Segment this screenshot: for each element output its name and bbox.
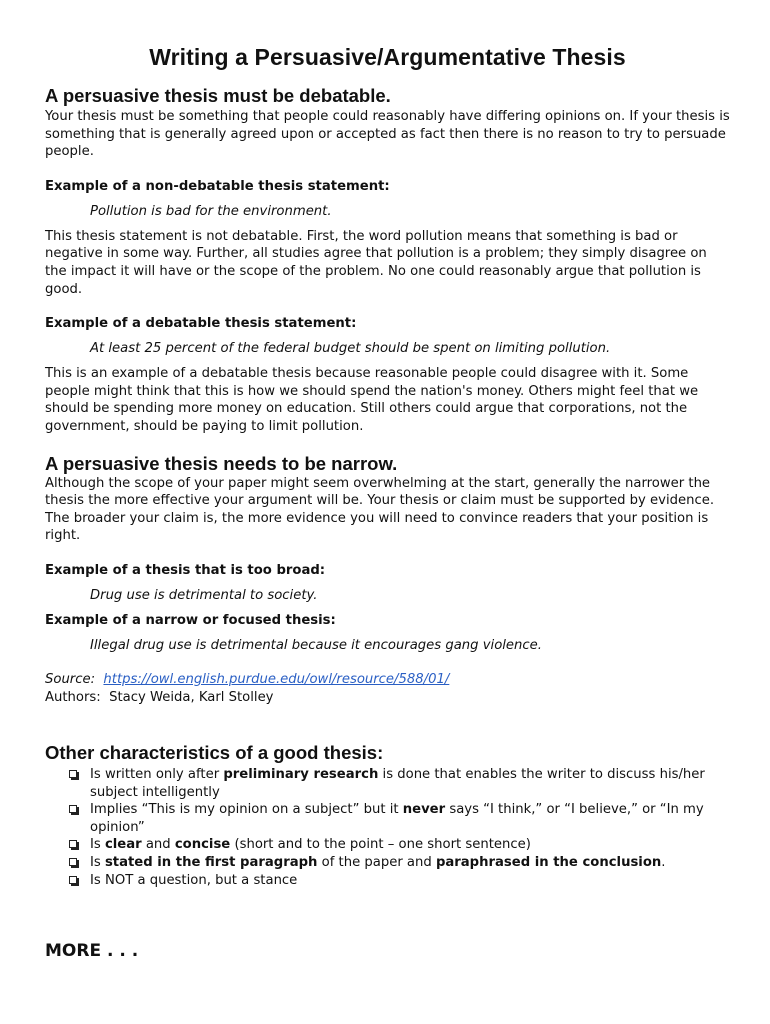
checkbox-bullet-icon	[69, 858, 77, 866]
bullet-text: .	[661, 855, 666, 871]
explanation-non-debatable: This thesis statement is not debatable. First, the word pollution means that something is bad or negative in some way. Further, all studies agree that pollution is a problem; they simply disagree on the impact it will have or the scope of the problem. No one could reasonably argue that pollution is good.	[45, 228, 707, 297]
example-text-narrow: Illegal drug use is detrimental because it encourages gang violence.	[90, 637, 542, 653]
example-label-debatable: Example of a debatable thesis statement:	[45, 316, 357, 332]
checkbox-bullet-icon	[69, 770, 77, 778]
section-heading-narrow: A persuasive thesis needs to be narrow.	[45, 452, 398, 474]
list-item	[45, 766, 730, 801]
example-text-broad: Drug use is detrimental to society.	[90, 587, 318, 603]
characteristics-list	[45, 766, 730, 889]
authors-line	[45, 689, 730, 707]
list-item	[45, 854, 730, 872]
bullet-emphasis: stated in the first paragraph	[104, 855, 318, 871]
example-label-narrow: Example of a narrow or focused thesis:	[45, 612, 336, 628]
section-heading-debatable: A persuasive thesis must be debatable.	[45, 85, 391, 106]
section-heading-characteristics: Other characteristics of a good thesis:	[45, 742, 384, 764]
section-intro-debatable: Your thesis must be something that people could reasonably have differing opinions on. If your thesis is something that is generally agreed upon or accepted as fact then there is no reason to try to persuade people.	[45, 109, 730, 160]
bullet-text: (short and to the point – one short sentence)	[230, 837, 531, 853]
source-link[interactable]: https://owl.english.purdue.edu/owl/resource/588/01/	[103, 671, 450, 687]
bullet-emphasis: clear	[104, 837, 142, 853]
page-title: Writing a Persuasive/Argumentative Thesis	[149, 44, 626, 70]
bullet-text: says “I think,” or “I believe,” or “In my opinion”	[90, 802, 704, 835]
bullet-emphasis: never	[402, 802, 446, 818]
checkbox-bullet-icon	[69, 840, 77, 848]
checkbox-bullet-icon	[69, 805, 77, 813]
explanation-debatable: This is an example of a debatable thesis because reasonable people could disagree with it. Some people might think that this is how we should spend the nation's money. Others might feel that we should be spending more money on education. Still others could argue that corporations, not the government, should be paying to limit pollution.	[45, 366, 699, 434]
bullet-text: and	[141, 837, 175, 853]
example-label-broad: Example of a thesis that is too broad:	[45, 562, 326, 578]
authors-names: Stacy Weida, Karl Stolley	[109, 689, 274, 705]
bullet-text: Implies “This is my opinion on a subject” but it	[90, 802, 403, 818]
bullet-text: Is NOT a question, but a stance	[90, 872, 298, 888]
bullet-emphasis: concise	[174, 837, 231, 853]
example-text-non-debatable: Pollution is bad for the environment.	[90, 203, 332, 219]
checkbox-bullet-icon	[69, 876, 77, 884]
bullet-emphasis: paraphrased in the conclusion	[435, 855, 662, 871]
bullet-text: Is	[90, 855, 105, 871]
bullet-text: of the paper and	[317, 855, 436, 871]
section-intro-narrow: Although the scope of your paper might seem overwhelming at the start, generally the narrower the thesis the more effective your argument will be. Your thesis or claim must be supported by evidence. The broader your claim is, the more evidence you will need to convince readers that your position is right.	[45, 475, 715, 544]
example-label-non-debatable: Example of a non-debatable thesis statement:	[45, 178, 390, 194]
bullet-text: Is	[90, 837, 105, 853]
more-label: MORE . . .	[45, 941, 139, 962]
bullet-text: is done that enables the writer to discuss his/her subject intelligently	[90, 767, 705, 800]
list-item	[45, 836, 730, 854]
document-page	[45, 44, 730, 961]
bullet-emphasis: preliminary research	[223, 767, 379, 783]
authors-label: Authors:	[45, 689, 101, 705]
source-line	[45, 671, 730, 689]
example-text-debatable: At least 25 percent of the federal budget should be spent on limiting pollution.	[90, 341, 611, 357]
source-label: Source:	[45, 671, 96, 687]
list-item	[45, 872, 730, 890]
list-item	[45, 801, 730, 836]
bullet-text: Is written only after	[90, 767, 224, 783]
